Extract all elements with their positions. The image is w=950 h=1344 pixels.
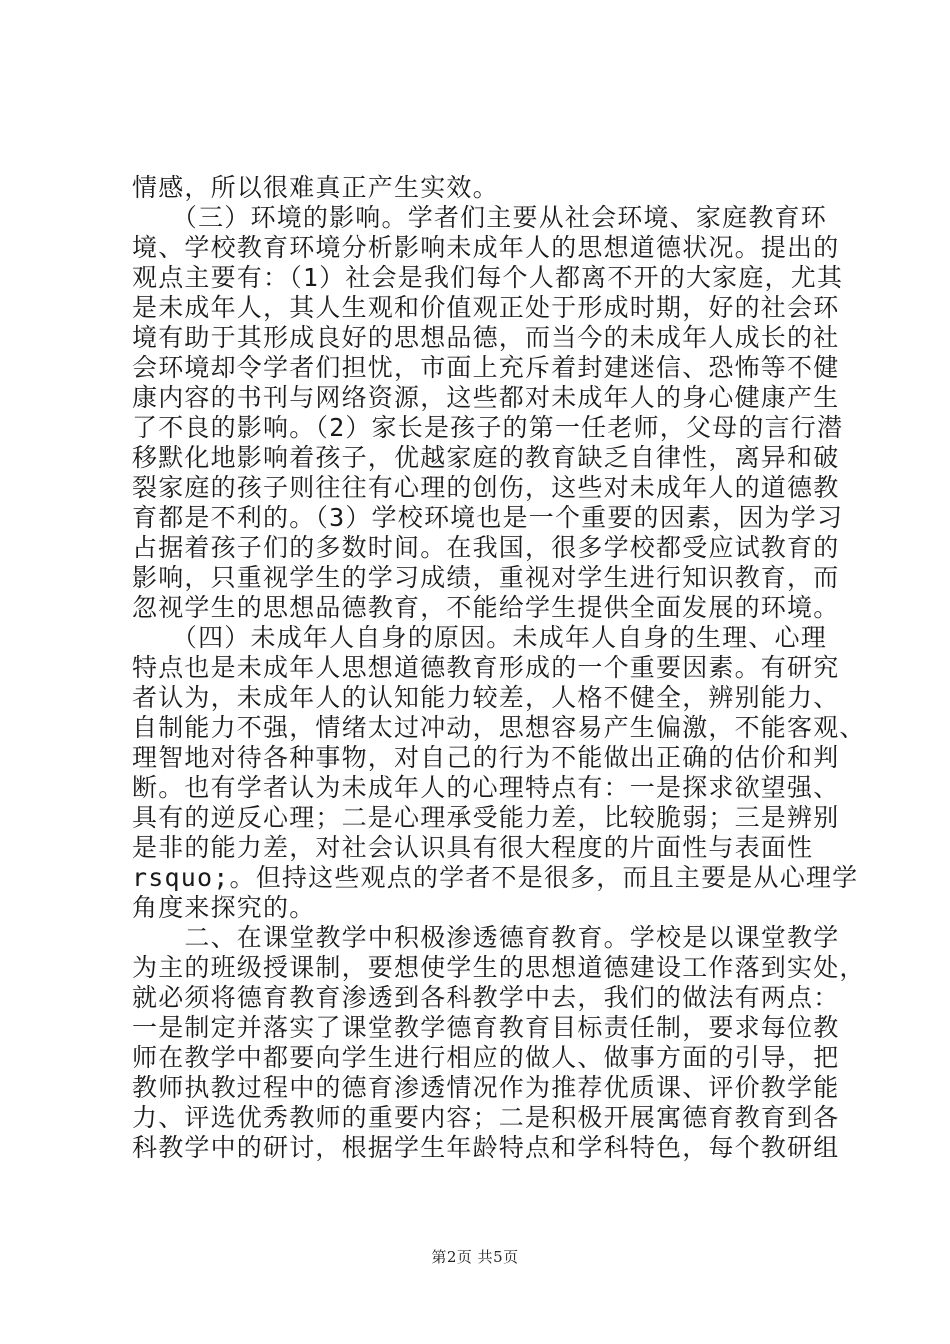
text-line: 影响，只重视学生的学习成绩，重视对学生进行知识教育，而 <box>132 563 840 592</box>
text-line: 角度来探究的。 <box>132 893 316 922</box>
text-line: 是未成年人，其人生观和价值观正处于形成时期，好的社会环 <box>132 293 840 322</box>
text-line: 断。也有学者认为未成年人的心理特点有：一是探求欲望强、 <box>132 773 840 802</box>
text-line: 者认为，未成年人的认知能力较差，人格不健全，辨别能力、 <box>132 683 840 712</box>
text-line: 二、在课堂教学中积极渗透德育教育。学校是以课堂教学 <box>132 923 840 952</box>
text-line: （三）环境的影响。学者们主要从社会环境、家庭教育环 <box>132 203 827 232</box>
text-line: 自制能力不强，情绪太过冲动，思想容易产生偏激，不能客观、 <box>132 713 866 742</box>
text-line: 观点主要有：（1）社会是我们每个人都离不开的大家庭，尤其 <box>132 263 844 292</box>
text-line: 科教学中的研讨，根据学生年龄特点和学科特色，每个教研组 <box>132 1133 840 1162</box>
text-line: （四）未成年人自身的原因。未成年人自身的生理、心理 <box>132 623 827 652</box>
text-line: 力、评选优秀教师的重要内容；二是积极开展寓德育教育到各 <box>132 1103 840 1132</box>
text-line: 境、学校教育环境分析影响未成年人的思想道德状况。提出的 <box>132 233 840 262</box>
text-line: 具有的逆反心理；二是心理承受能力差，比较脆弱；三是辨别 <box>132 803 840 832</box>
text-line: 为主的班级授课制，要想使学生的思想道德建设工作落到实处， <box>132 953 866 982</box>
text-line: 理智地对待各种事物，对自己的行为不能做出正确的估价和判 <box>132 743 840 772</box>
text-line: 情感，所以很难真正产生实效。 <box>132 173 499 202</box>
text-line: 师在教学中都要向学生进行相应的做人、做事方面的引导，把 <box>132 1043 840 1072</box>
text-line: 一是制定并落实了课堂教学德育教育目标责任制，要求每位教 <box>132 1013 840 1042</box>
text-line: 育都是不利的。（3）学校环境也是一个重要的因素，因为学习 <box>132 503 844 532</box>
text-line: 教师执教过程中的德育渗透情况作为推荐优质课、评价教学能 <box>132 1073 840 1102</box>
text-line: 就必须将德育教育渗透到各科教学中去，我们的做法有两点： <box>132 983 840 1012</box>
text-line: 移默化地影响着孩子，优越家庭的教育缺乏自律性，离异和破 <box>132 443 840 472</box>
text-line: rsquo;。但持这些观点的学者不是很多，而且主要是从心理学 <box>132 863 859 892</box>
text-line: 是非的能力差，对社会认识具有很大程度的片面性与表面性 <box>132 833 814 862</box>
text-line: 康内容的书刊与网络资源，这些都对未成年人的身心健康产生 <box>132 383 840 412</box>
page-footer: 第2页 共5页 <box>431 1248 519 1266</box>
text-line: 境有助于其形成良好的思想品德，而当今的未成年人成长的社 <box>132 323 840 352</box>
text-line: 了不良的影响。（2）家长是孩子的第一任老师，父母的言行潜 <box>132 413 844 442</box>
text-line: 裂家庭的孩子则往往有心理的创伤，这些对未成年人的道德教 <box>132 473 840 502</box>
body-text <box>132 173 866 1163</box>
text-line: 会环境却令学者们担忧，市面上充斥着封建迷信、恐怖等不健 <box>132 353 840 382</box>
text-line: 忽视学生的思想品德教育，不能给学生提供全面发展的环境。 <box>132 593 840 622</box>
text-line: 占据着孩子们的多数时间。在我国，很多学校都受应试教育的 <box>132 533 840 562</box>
text-line: 特点也是未成年人思想道德教育形成的一个重要因素。有研究 <box>132 653 840 682</box>
